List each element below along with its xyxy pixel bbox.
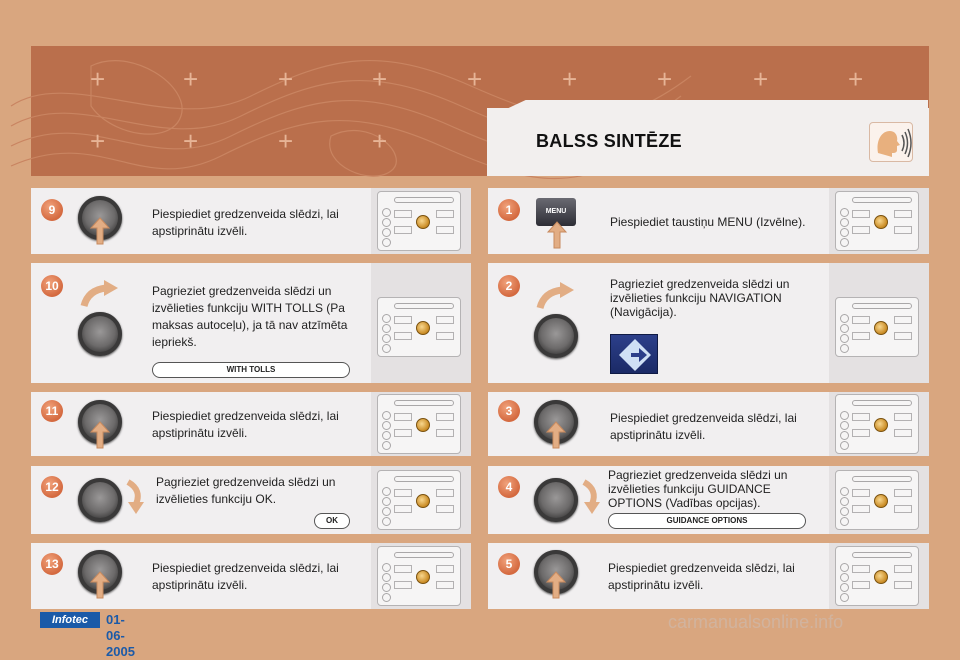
option-label-guidance-options: GUIDANCE OPTIONS bbox=[608, 513, 806, 529]
step-number-badge: 5 bbox=[498, 553, 520, 575]
radio-thumbnail bbox=[371, 543, 471, 609]
rotary-dial-icon bbox=[534, 314, 578, 358]
option-label-with-tolls: WITH TOLLS bbox=[152, 362, 350, 378]
step-number-badge: 11 bbox=[41, 400, 63, 422]
press-arrow-icon bbox=[91, 422, 109, 448]
step-number-badge: 2 bbox=[498, 275, 520, 297]
step-description: Pagrieziet gredzenveida slēdzi un izvēlieties funkciju GUIDANCE OPTIONS (Vadības opcijas). bbox=[608, 468, 788, 510]
hero-banner: + + + + + + + + + + + + + bbox=[31, 46, 929, 176]
step-description: Pagrieziet gredzenveida slēdzi un izvēlieties funkciju NAVIGATION (Navigācija). bbox=[610, 277, 790, 319]
press-arrow-icon bbox=[547, 422, 565, 448]
watermark: carmanualsonline.info bbox=[668, 612, 844, 632]
radio-thumbnail bbox=[829, 392, 929, 456]
brand-logo: Infotec bbox=[40, 612, 100, 628]
rotate-arrow-icon bbox=[124, 480, 148, 514]
radio-unit-image bbox=[835, 470, 919, 530]
press-arrow-icon bbox=[91, 572, 109, 598]
radio-unit-image bbox=[835, 546, 919, 606]
footer-date: 01-06-2005 bbox=[106, 612, 135, 659]
menu-button-icon: MENU bbox=[536, 198, 576, 226]
rotary-dial-icon bbox=[534, 478, 578, 522]
radio-thumbnail bbox=[371, 263, 471, 383]
step-description: Piespiediet taustiņu MENU (Izvēlne). bbox=[610, 215, 806, 229]
rotary-dial-icon bbox=[78, 478, 122, 522]
radio-thumbnail bbox=[829, 543, 929, 609]
navigation-icon bbox=[610, 334, 658, 374]
voice-synthesis-icon bbox=[869, 122, 913, 162]
radio-thumbnail bbox=[829, 263, 929, 383]
step-number-badge: 3 bbox=[498, 400, 520, 422]
step-number-badge: 10 bbox=[41, 275, 63, 297]
step-description: Piespiediet gredzenveida slēdzi, lai apstiprinātu izvēli. bbox=[152, 207, 339, 238]
step-number-badge: 9 bbox=[41, 199, 63, 221]
press-arrow-icon bbox=[548, 222, 566, 248]
step-number-badge: 12 bbox=[41, 476, 63, 498]
radio-thumbnail bbox=[371, 188, 471, 254]
step-number-badge: 13 bbox=[41, 553, 63, 575]
step-number-badge: 4 bbox=[498, 476, 520, 498]
rotate-arrow-icon bbox=[82, 282, 120, 308]
radio-thumbnail bbox=[829, 466, 929, 534]
press-arrow-icon bbox=[91, 218, 109, 244]
radio-unit-image bbox=[835, 191, 919, 251]
step-description: Piespiediet gredzenveida slēdzi, lai apstiprinātu izvēli. bbox=[152, 409, 339, 440]
step-number-badge: 1 bbox=[498, 199, 520, 221]
rotate-arrow-icon bbox=[538, 284, 576, 310]
step-description: Pagrieziet gredzenveida slēdzi un izvēlieties funkciju OK. bbox=[156, 475, 336, 506]
press-arrow-icon bbox=[547, 572, 565, 598]
radio-unit-image bbox=[377, 470, 461, 530]
radio-thumbnail bbox=[829, 188, 929, 254]
option-label-ok: OK bbox=[314, 513, 350, 529]
step-description: Piespiediet gredzenveida slēdzi, lai apstiprinātu izvēli. bbox=[152, 561, 339, 592]
radio-thumbnail bbox=[371, 392, 471, 456]
radio-thumbnail bbox=[371, 466, 471, 534]
rotate-arrow-icon bbox=[580, 480, 604, 514]
step-description: Piespiediet gredzenveida slēdzi, lai apstiprinātu izvēli. bbox=[610, 411, 797, 442]
page-title: BALSS SINTĒZE bbox=[536, 131, 682, 151]
radio-unit-image bbox=[835, 297, 919, 357]
step-description: Piespiediet gredzenveida slēdzi, lai apstiprinātu izvēli. bbox=[608, 561, 795, 592]
radio-unit-image bbox=[377, 394, 461, 454]
radio-unit-image bbox=[835, 394, 919, 454]
rotary-dial-icon bbox=[78, 312, 122, 356]
radio-unit-image bbox=[377, 297, 461, 357]
radio-unit-image bbox=[377, 191, 461, 251]
radio-unit-image bbox=[377, 546, 461, 606]
step-description: Pagrieziet gredzenveida slēdzi un izvēlieties funkciju WITH TOLLS (Pa maksas autoceļu), ja tā nav atzīmēta iepriekš. bbox=[152, 284, 348, 349]
